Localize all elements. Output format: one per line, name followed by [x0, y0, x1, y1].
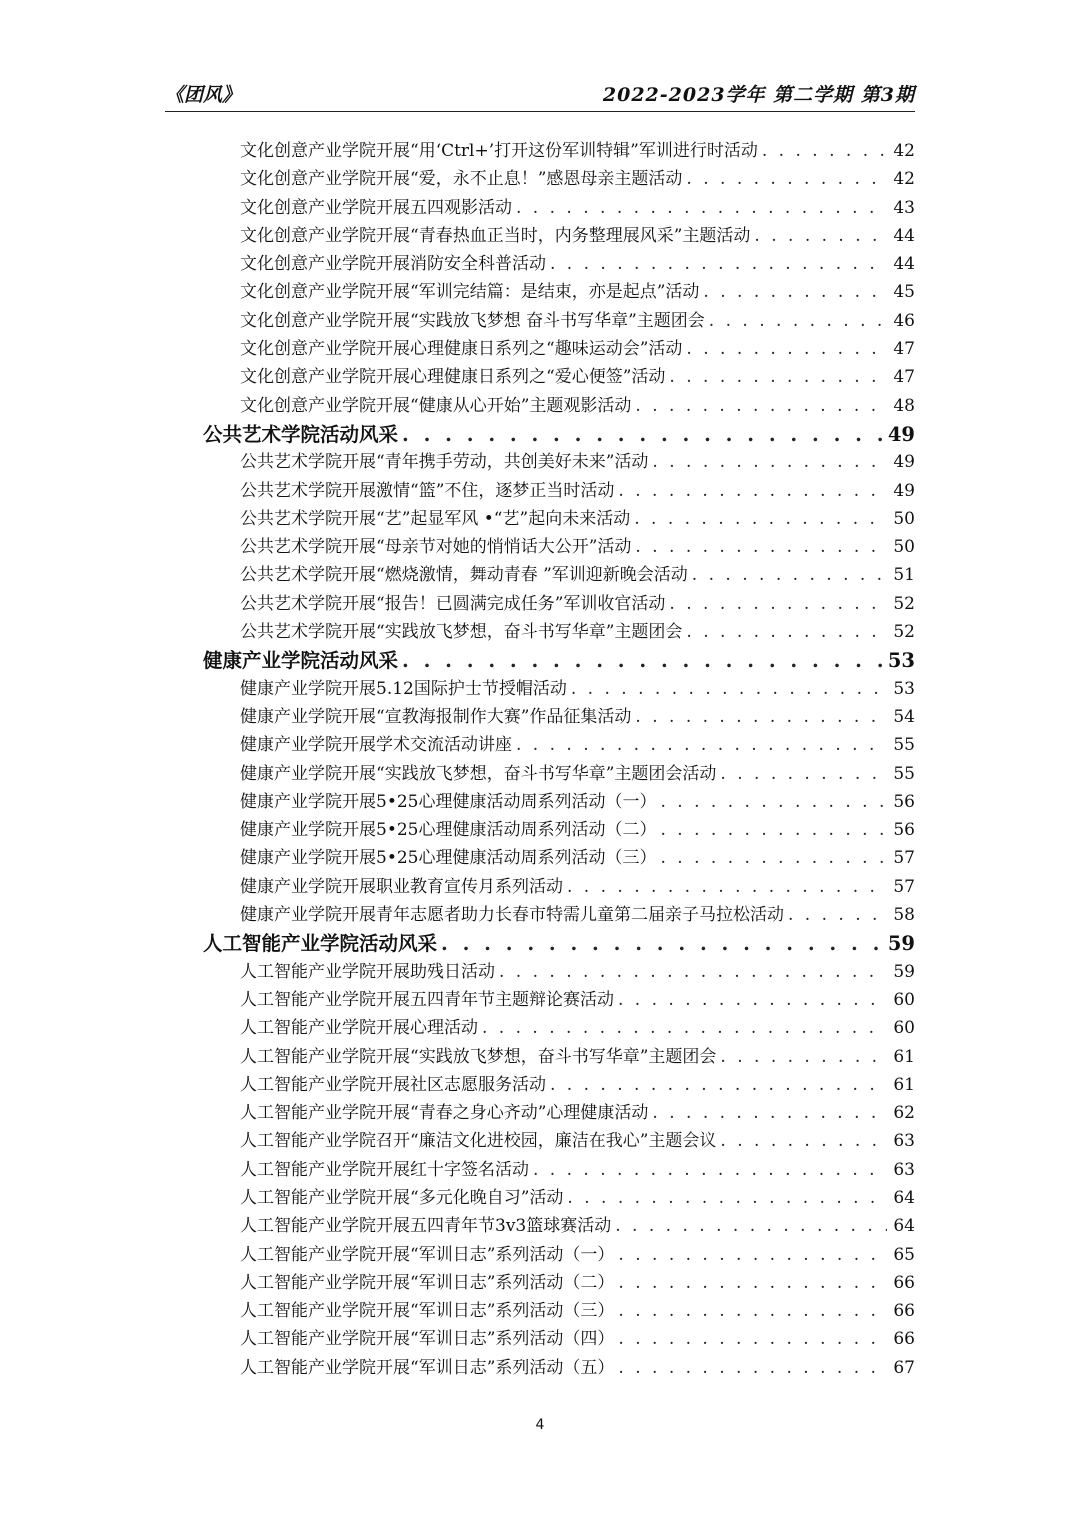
toc-entry-title: 健康产业学院开展“实践放飞梦想，奋斗书写华章”主题团会活动 — [240, 763, 717, 784]
dot-leader — [618, 1273, 887, 1293]
running-header — [165, 78, 915, 108]
dot-leader — [618, 990, 887, 1010]
toc-page-number: 49 — [893, 452, 915, 473]
toc-entry[interactable] — [0, 277, 1080, 305]
toc-entry-title: 文化创意产业学院开展消防安全科普活动 — [240, 254, 546, 275]
toc-entry[interactable] — [0, 787, 1080, 815]
toc-page-number: 66 — [893, 1301, 915, 1322]
toc-page-number: 59 — [893, 961, 915, 982]
toc-entry[interactable] — [0, 1324, 1080, 1352]
toc-page-number: 60 — [893, 989, 915, 1010]
toc-entry[interactable] — [0, 447, 1080, 475]
toc-entry-title: 人工智能产业学院开展“军训日志”系列活动（二） — [240, 1272, 615, 1293]
toc-entry[interactable] — [0, 1268, 1080, 1296]
dot-leader — [669, 594, 887, 614]
toc-page-number: 48 — [893, 395, 915, 416]
dot-leader — [441, 932, 882, 955]
toc-entry[interactable] — [0, 504, 1080, 532]
dot-leader — [660, 820, 887, 840]
toc-page-number: 58 — [893, 905, 915, 926]
toc-page-number: 61 — [893, 1074, 915, 1095]
dot-leader — [692, 565, 887, 585]
toc-page-number: 53 — [893, 678, 915, 699]
toc-page-number: 42 — [893, 141, 915, 161]
toc-entry-title: 公共艺术学院开展“实践放飞梦想，奋斗书写华章”主题团会 — [240, 622, 683, 643]
toc-entry-title: 公共艺术学院开展激情“篮”不住，逐梦正当时活动 — [240, 480, 615, 501]
dot-leader — [402, 649, 882, 672]
dot-leader — [571, 679, 887, 699]
toc-entry[interactable] — [0, 617, 1080, 645]
toc-entry[interactable] — [0, 872, 1080, 900]
toc-page-number: 61 — [893, 1046, 915, 1067]
toc-entry-title: 健康产业学院开展5•25心理健康活动周系列活动（二） — [240, 820, 657, 841]
toc-entry[interactable] — [0, 900, 1080, 928]
dot-leader — [635, 707, 887, 727]
toc-page-number: 49 — [893, 480, 915, 501]
dot-leader — [709, 311, 887, 331]
toc-entry-title: 文化创意产业学院开展“健康从心开始”主题观影活动 — [240, 395, 632, 416]
toc-entry[interactable] — [0, 560, 1080, 588]
toc-entry[interactable] — [0, 843, 1080, 871]
toc-entry[interactable] — [0, 1013, 1080, 1041]
dot-leader — [669, 367, 887, 387]
toc-page-number: 55 — [893, 763, 915, 784]
toc-entry[interactable] — [0, 730, 1080, 758]
toc-entry[interactable] — [0, 362, 1080, 390]
toc-entry-title: 文化创意产业学院开展“青春热血正当时，内务整理展风采”主题活动 — [240, 225, 751, 246]
toc-entry-title: 健康产业学院开展职业教育宣传月系列活动 — [240, 876, 563, 897]
dot-leader — [618, 1245, 887, 1265]
toc-entry[interactable] — [0, 674, 1080, 702]
dot-leader — [533, 1160, 887, 1180]
dot-leader — [567, 1188, 887, 1208]
journal-title: 《团风》 — [165, 84, 242, 106]
toc-page-number: 63 — [893, 1159, 915, 1180]
toc-page-number: 56 — [893, 791, 915, 812]
table-of-contents — [0, 136, 1080, 1381]
toc-entry[interactable] — [0, 1353, 1080, 1381]
toc-page-number: 64 — [893, 1187, 915, 1208]
dot-leader — [660, 848, 887, 868]
toc-section-heading[interactable] — [0, 928, 1080, 956]
page-number: 4 — [535, 1417, 545, 1433]
toc-entry-title: 文化创意产业学院开展“军训完结篇：是结束，亦是起点”活动 — [240, 282, 700, 303]
toc-entry-title: 人工智能产业学院开展“军训日志”系列活动（三） — [240, 1301, 615, 1322]
dot-leader — [618, 1329, 887, 1349]
toc-entry[interactable] — [0, 164, 1080, 192]
toc-entry-title: 人工智能产业学院开展助残日活动 — [240, 961, 495, 982]
toc-entry-title: 健康产业学院开展5•25心理健康活动周系列活动（三） — [240, 848, 657, 869]
dot-leader — [634, 509, 887, 529]
header-rule — [165, 111, 915, 112]
dot-leader — [482, 1018, 887, 1038]
toc-entry[interactable] — [0, 532, 1080, 560]
dot-leader — [499, 962, 887, 982]
dot-leader — [652, 1103, 887, 1123]
toc-page-number: 57 — [893, 848, 915, 869]
dot-leader — [615, 1216, 887, 1236]
toc-entry-title: 文化创意产业学院开展“用‘Ctrl+’打开这份军训特辑”军训进行时活动 — [240, 141, 758, 161]
toc-entry[interactable] — [0, 1070, 1080, 1098]
toc-entry-title: 健康产业学院开展学术交流活动讲座 — [240, 735, 512, 756]
dot-leader — [720, 1131, 887, 1151]
toc-page-number: 49 — [887, 422, 915, 446]
toc-entry-title: 人工智能产业学院召开“廉洁文化进校园，廉洁在我心”主题会议 — [240, 1131, 717, 1152]
toc-page-number: 64 — [893, 1216, 915, 1237]
toc-entry[interactable] — [0, 193, 1080, 221]
toc-page-number: 66 — [893, 1272, 915, 1293]
dot-leader — [635, 537, 887, 557]
toc-page-number: 42 — [893, 169, 915, 190]
dot-leader — [686, 339, 887, 359]
dot-leader — [720, 1047, 887, 1067]
toc-entry[interactable] — [0, 1155, 1080, 1183]
toc-entry[interactable] — [0, 1126, 1080, 1154]
toc-entry-title: 公共艺术学院开展“母亲节对她的悄悄话大公开”活动 — [240, 537, 632, 558]
toc-page-number: 50 — [893, 537, 915, 558]
dot-leader — [754, 226, 887, 246]
toc-entry[interactable] — [0, 985, 1080, 1013]
toc-entry-title: 人工智能产业学院开展“军训日志”系列活动（一） — [240, 1244, 615, 1265]
toc-page-number: 62 — [893, 1103, 915, 1124]
dot-leader — [703, 282, 887, 302]
toc-page-number: 52 — [893, 593, 915, 614]
toc-page-number: 65 — [893, 1244, 915, 1265]
toc-entry-title: 文化创意产业学院开展五四观影活动 — [240, 197, 512, 218]
toc-page-number: 66 — [893, 1329, 915, 1350]
dot-leader — [550, 1075, 887, 1095]
dot-leader — [618, 1358, 887, 1378]
toc-page-number: 51 — [893, 565, 915, 586]
toc-section-title: 人工智能产业学院活动风采 — [203, 932, 438, 956]
toc-section-title: 公共艺术学院活动风采 — [203, 422, 399, 446]
toc-section-heading[interactable] — [0, 419, 1080, 447]
toc-page-number: 54 — [893, 706, 915, 727]
toc-entry-title: 健康产业学院开展“宣教海报制作大赛”作品征集活动 — [240, 706, 632, 727]
dot-leader — [618, 1301, 887, 1321]
toc-page-number: 43 — [893, 197, 915, 218]
toc-page-number: 63 — [893, 1131, 915, 1152]
toc-entry[interactable] — [0, 1183, 1080, 1211]
toc-page-number: 53 — [887, 649, 915, 673]
dot-leader — [652, 452, 887, 472]
toc-entry-title: 公共艺术学院开展“青年携手劳动，共创美好未来”活动 — [240, 452, 649, 473]
dot-leader — [516, 198, 887, 218]
toc-page-number: 67 — [893, 1357, 915, 1378]
dot-leader — [635, 396, 887, 416]
toc-entry[interactable] — [0, 957, 1080, 985]
dot-leader — [762, 141, 887, 161]
dot-leader — [686, 169, 887, 189]
toc-entry-title: 人工智能产业学院开展“多元化晚自习”活动 — [240, 1187, 564, 1208]
toc-entry-title: 文化创意产业学院开展心理健康日系列之“趣味运动会”活动 — [240, 339, 683, 360]
toc-entry[interactable] — [0, 221, 1080, 249]
toc-page-number: 55 — [893, 735, 915, 756]
toc-page-number: 52 — [893, 622, 915, 643]
toc-entry[interactable] — [0, 1098, 1080, 1126]
toc-page-number: 44 — [893, 254, 915, 275]
toc-page-number: 47 — [893, 367, 915, 388]
toc-entry-title: 人工智能产业学院开展社区志愿服务活动 — [240, 1074, 546, 1095]
toc-entry[interactable] — [0, 249, 1080, 277]
toc-entry[interactable] — [0, 1296, 1080, 1324]
toc-page-number: 45 — [893, 282, 915, 303]
toc-entry[interactable] — [0, 815, 1080, 843]
toc-entry[interactable] — [0, 1240, 1080, 1268]
toc-page-number: 56 — [893, 820, 915, 841]
toc-entry-title: 人工智能产业学院开展五四青年节主题辩论赛活动 — [240, 989, 614, 1010]
toc-entry[interactable] — [0, 589, 1080, 617]
dot-leader — [567, 877, 887, 897]
dot-leader — [660, 792, 887, 812]
toc-entry[interactable] — [0, 306, 1080, 334]
toc-page-number: 59 — [887, 932, 915, 956]
toc-entry-title: 健康产业学院开展青年志愿者助力长春市特需儿童第二届亲子马拉松活动 — [240, 905, 784, 926]
toc-entry-title: 公共艺术学院开展“燃烧激情，舞动青春 ”军训迎新晚会活动 — [240, 565, 688, 586]
toc-entry-title: 人工智能产业学院开展“实践放飞梦想，奋斗书写华章”主题团会 — [240, 1046, 717, 1067]
toc-entry-title: 人工智能产业学院开展“青春之身心齐动”心理健康活动 — [240, 1103, 649, 1124]
toc-entry[interactable] — [0, 334, 1080, 362]
dot-leader — [686, 622, 887, 642]
toc-entry[interactable] — [0, 391, 1080, 419]
toc-page-number: 50 — [893, 508, 915, 529]
toc-entry-title: 健康产业学院开展5•25心理健康活动周系列活动（一） — [240, 791, 657, 812]
dot-leader — [720, 764, 887, 784]
dot-leader — [618, 481, 887, 501]
dot-leader — [402, 423, 882, 446]
toc-entry-title: 人工智能产业学院开展五四青年节3v3篮球赛活动 — [240, 1216, 612, 1237]
toc-section-heading[interactable] — [0, 645, 1080, 673]
toc-entry-title: 文化创意产业学院开展“实践放飞梦想 奋斗书写华章”主题团会 — [240, 310, 705, 331]
toc-page-number: 44 — [893, 225, 915, 246]
toc-page-number: 47 — [893, 339, 915, 360]
dot-leader — [516, 735, 887, 755]
toc-entry[interactable] — [0, 476, 1080, 504]
toc-entry-title: 公共艺术学院开展“艺”起显军风 •“艺”起向未来活动 — [240, 508, 631, 529]
toc-entry[interactable] — [0, 1211, 1080, 1239]
toc-entry-title: 文化创意产业学院开展“爱，永不止息！”感恩母亲主题活动 — [240, 169, 683, 190]
toc-entry-title: 文化创意产业学院开展心理健康日系列之“爱心便签”活动 — [240, 367, 666, 388]
toc-entry[interactable] — [0, 1042, 1080, 1070]
toc-entry-title: 公共艺术学院开展“报告！已圆满完成任务”军训收官活动 — [240, 593, 666, 614]
toc-entry[interactable] — [0, 136, 1080, 164]
toc-entry-title: 人工智能产业学院开展“军训日志”系列活动（四） — [240, 1329, 615, 1350]
issue-info: 2022-2023学年 第二学期 第3期 — [602, 84, 915, 106]
toc-entry-title: 健康产业学院开展5.12国际护士节授帽活动 — [240, 678, 567, 699]
toc-page-number: 60 — [893, 1018, 915, 1039]
dot-leader — [550, 254, 887, 274]
dot-leader — [788, 905, 887, 925]
toc-entry-title: 人工智能产业学院开展红十字签名活动 — [240, 1159, 529, 1180]
toc-entry-title: 人工智能产业学院开展“军训日志”系列活动（五） — [240, 1357, 615, 1378]
toc-entry[interactable] — [0, 759, 1080, 787]
toc-entry[interactable] — [0, 702, 1080, 730]
toc-page-number: 46 — [893, 310, 915, 331]
toc-section-title: 健康产业学院活动风采 — [203, 649, 399, 673]
toc-page-number: 57 — [893, 876, 915, 897]
toc-entry-title: 人工智能产业学院开展心理活动 — [240, 1018, 478, 1039]
